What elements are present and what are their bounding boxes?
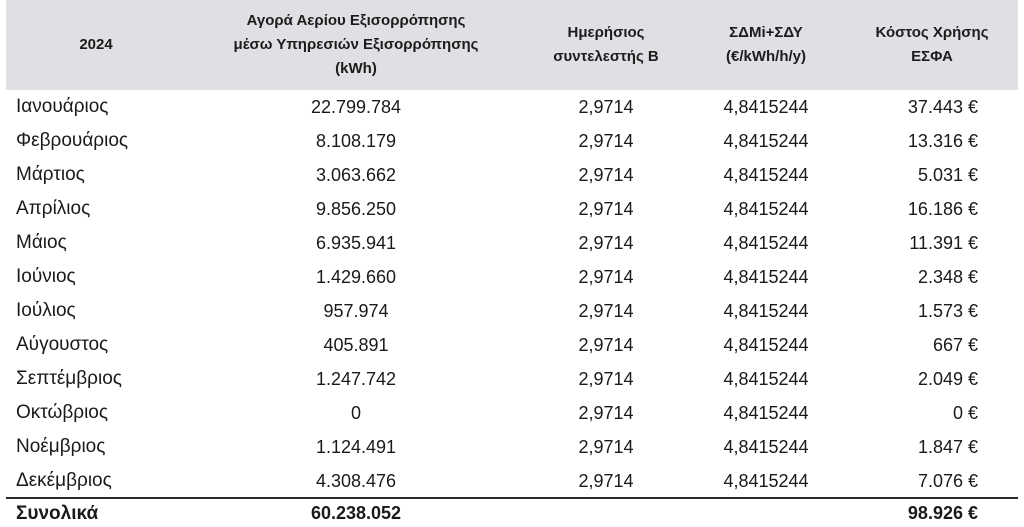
sdm-cell: 4,8415244 [723, 436, 809, 457]
month-cell: Αύγουστος [16, 334, 109, 355]
month-cell: Σεπτέμβριος [16, 368, 122, 389]
table-row [6, 294, 1018, 328]
table-row [6, 362, 1018, 396]
table-row [6, 464, 1018, 498]
month-cell: Απρίλιος [16, 198, 91, 219]
table-row [6, 158, 1018, 192]
cost-cell: 1.573 € [917, 300, 978, 321]
sdm-cell: 4,8415244 [723, 402, 809, 423]
month-cell: Μάρτιος [16, 164, 85, 185]
header-year: 2024 [79, 36, 113, 53]
gas-cell: 3.063.662 [315, 164, 397, 185]
month-cell: Ιανουάριος [16, 96, 109, 117]
month-cell: Δεκέμβριος [16, 470, 112, 491]
table-row [6, 260, 1018, 294]
header-cost-line-2: ΕΣΦΑ [911, 48, 953, 65]
sdm-cell: 4,8415244 [723, 368, 809, 389]
header-sdm-line-1: ΣΔΜi+ΣΔΥ [729, 24, 803, 41]
header-gas-line-1: Αγορά Αερίου Εξισορρόπησης [246, 12, 466, 29]
gas-cell: 4.308.476 [315, 470, 397, 491]
total-label: Συνολικά [16, 502, 99, 524]
cost-cell: 2.348 € [917, 266, 978, 287]
coef-cell: 2,9714 [578, 436, 634, 457]
cost-cell: 11.391 € [909, 232, 978, 253]
cost-cell: 16.186 € [907, 198, 978, 219]
coef-cell: 2,9714 [578, 300, 634, 321]
coef-cell: 2,9714 [578, 130, 634, 151]
cost-cell: 5.031 € [917, 164, 978, 185]
month-cell: Οκτώβριος [16, 402, 109, 423]
cost-cell: 1.847 € [917, 436, 978, 457]
header-coef-line-1: Ημερήσιος [567, 24, 645, 41]
gas-cell: 6.935.941 [315, 232, 397, 253]
sdm-cell: 4,8415244 [723, 130, 809, 151]
total-divider [6, 497, 1018, 499]
table-header [6, 0, 1018, 90]
month-cell: Μάιος [16, 232, 67, 253]
cost-cell: 667 € [932, 334, 978, 355]
table-row [6, 396, 1018, 430]
total-row [6, 500, 1018, 527]
table-row [6, 192, 1018, 226]
gas-cell: 405.891 [323, 334, 389, 355]
table-row [6, 90, 1018, 124]
table-row [6, 328, 1018, 362]
cost-cell: 13.316 € [907, 130, 978, 151]
total-gas: 60.238.052 [310, 503, 402, 523]
cost-cell: 7.076 € [917, 470, 978, 491]
gas-cell: 22.799.784 [310, 96, 402, 117]
sdm-cell: 4,8415244 [723, 470, 809, 491]
gas-cell: 1.429.660 [315, 266, 397, 287]
sdm-cell: 4,8415244 [723, 96, 809, 117]
sdm-cell: 4,8415244 [723, 266, 809, 287]
header-usage-cost [846, 0, 1018, 90]
cost-cell: 0 € [952, 402, 978, 423]
cost-table [6, 0, 1018, 527]
gas-cell: 0 [350, 402, 361, 423]
month-cell: Ιούνιος [16, 266, 76, 287]
gas-cell: 1.247.742 [315, 368, 397, 389]
coef-cell: 2,9714 [578, 368, 634, 389]
sdm-cell: 4,8415244 [723, 164, 809, 185]
header-daily-coefficient [526, 0, 686, 90]
header-gas-line-3: (kWh) [335, 60, 377, 77]
header-sdm-rate [686, 0, 846, 90]
table-body [6, 90, 1018, 498]
header-cost-line-1: Κόστος Χρήσης [875, 24, 989, 41]
coef-cell: 2,9714 [578, 96, 634, 117]
sdm-cell: 4,8415244 [723, 232, 809, 253]
gas-cell: 957.974 [323, 300, 389, 321]
gas-cell: 8.108.179 [315, 130, 397, 151]
month-cell: Φεβρουάριος [16, 130, 129, 151]
coef-cell: 2,9714 [578, 402, 634, 423]
header-sdm-line-2: (€/kWh/h/y) [725, 48, 806, 65]
total-cost: 98.926 € [907, 503, 978, 523]
header-gas-purchase [186, 0, 526, 90]
month-cell: Ιούλιος [16, 300, 76, 321]
coef-cell: 2,9714 [578, 198, 634, 219]
coef-cell: 2,9714 [578, 266, 634, 287]
header-gas-line-2: μέσω Υπηρεσιών Εξισορρόπησης [233, 36, 479, 53]
coef-cell: 2,9714 [578, 334, 634, 355]
table-row [6, 226, 1018, 260]
coef-cell: 2,9714 [578, 164, 634, 185]
month-cell: Νοέμβριος [16, 436, 106, 457]
coef-cell: 2,9714 [578, 232, 634, 253]
cost-cell: 2.049 € [917, 368, 978, 389]
gas-cell: 1.124.491 [315, 436, 397, 457]
table-row [6, 430, 1018, 464]
sdm-cell: 4,8415244 [723, 300, 809, 321]
gas-cell: 9.856.250 [315, 198, 397, 219]
sdm-cell: 4,8415244 [723, 334, 809, 355]
coef-cell: 2,9714 [578, 470, 634, 491]
sdm-cell: 4,8415244 [723, 198, 809, 219]
cost-cell: 37.443 € [907, 96, 978, 117]
header-coef-line-2: συντελεστής Β [553, 48, 659, 65]
table-row [6, 124, 1018, 158]
